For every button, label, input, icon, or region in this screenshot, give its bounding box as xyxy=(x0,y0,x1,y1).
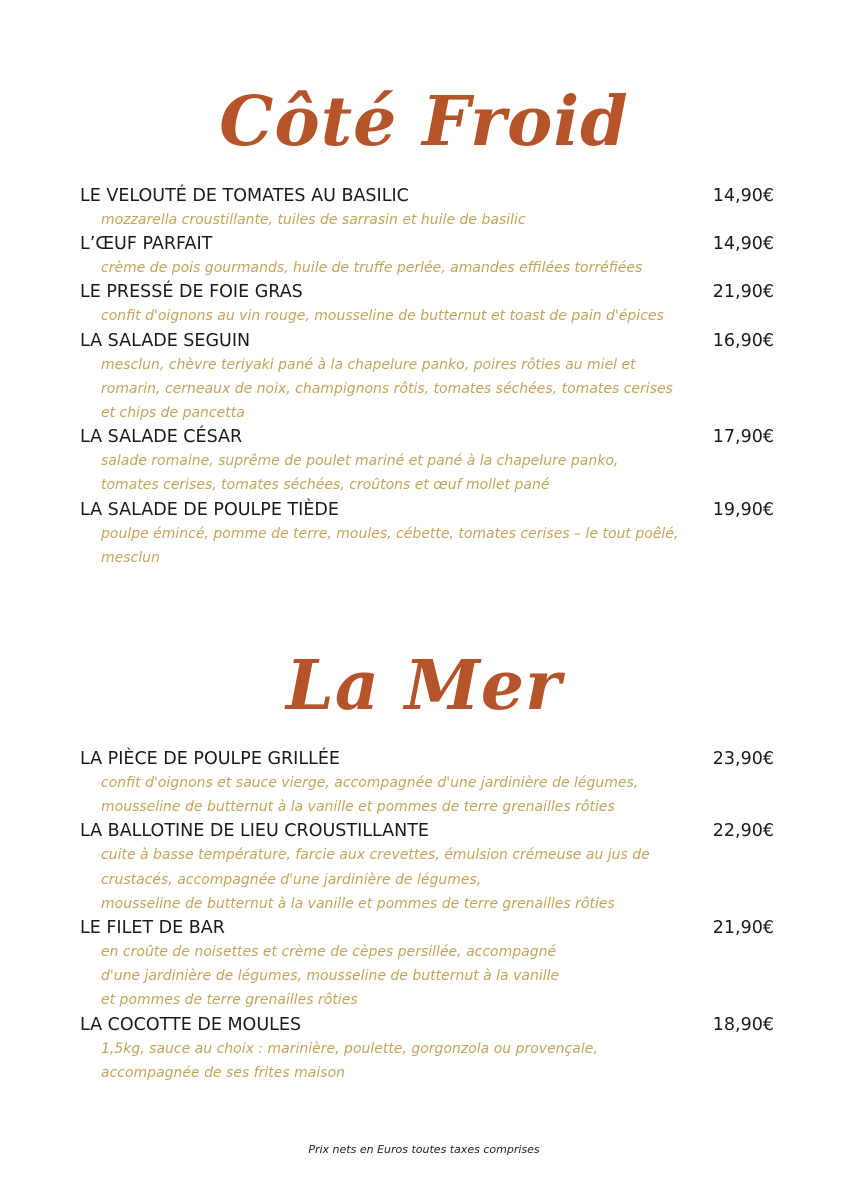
menu-item-description: confit d'oignons et sauce vierge, accompagnée d'une jardinière de légumes, xyxy=(101,775,639,791)
menu-item-price: 19,90€ xyxy=(712,499,774,520)
menu-item-name: LA COCOTTE DE MOULES xyxy=(80,1014,302,1035)
menu-item-description: mozzarella croustillante, tuiles de sarrasin et huile de basilic xyxy=(101,212,526,228)
menu-item-description: salade romaine, suprême de poulet mariné et pané à la chapelure panko, xyxy=(101,453,619,470)
menu-item-name: LE VELOUTÉ DE TOMATES AU BASILIC xyxy=(80,186,409,206)
menu-item-description: romarin, cerneaux de noix, champignons rôtis, tomates séchées, tomates cerises xyxy=(101,380,673,397)
menu-item xyxy=(80,184,774,232)
menu-item-name: LA SALADE DE POULPE TIÈDE xyxy=(80,499,339,520)
menu-item-name: LE PRESSÉ DE FOIE GRAS xyxy=(80,282,303,303)
menu-item xyxy=(80,819,774,916)
menu-item xyxy=(80,498,774,570)
menu-item-price: 14,90€ xyxy=(712,234,774,255)
menu-item-price: 22,90€ xyxy=(712,821,774,842)
menu-item-description: mousseline de butternut à la vanille et pommes de terre grenailles rôties xyxy=(101,799,615,816)
menu-item-name: LE FILET DE BAR xyxy=(80,918,225,939)
menu-item-description: accompagnée de ses frites maison xyxy=(101,1064,345,1081)
menu-list-la-mer xyxy=(80,747,774,1085)
menu-item-price: 21,90€ xyxy=(712,918,774,939)
price-footnote: Prix nets en Euros toutes taxes comprises xyxy=(308,1143,540,1156)
menu-item-name: L’ŒUF PARFAIT xyxy=(80,234,213,255)
menu-item-description: crème de pois gourmands, huile de truffe perlée, amandes effilées torréfiées xyxy=(101,260,643,277)
menu-item-price: 17,90€ xyxy=(712,427,774,448)
menu-item-description: d'une jardinière de légumes, mousseline de butternut à la vanille xyxy=(101,968,560,985)
menu-item xyxy=(80,232,774,280)
menu-item-description: et chips de pancetta xyxy=(101,405,245,422)
menu-item-description: cuite à basse température, farcie aux crevettes, émulsion crémeuse au jus de xyxy=(101,847,650,864)
menu-item-description: mesclun, chèvre teriyaki pané à la chapelure panko, poires rôties au miel et xyxy=(101,356,636,373)
menu-item-description: en croûte de noisettes et crème de cèpes persillée, accompagné xyxy=(101,944,557,961)
menu-item-price: 18,90€ xyxy=(712,1014,774,1035)
menu-item-price: 14,90€ xyxy=(712,186,774,206)
menu-item xyxy=(80,280,774,328)
menu-item xyxy=(80,1013,774,1085)
menu-item-name: LA PIÈCE DE POULPE GRILLÉE xyxy=(80,749,340,769)
menu-item-price: 23,90€ xyxy=(712,749,774,769)
menu-item xyxy=(80,747,774,819)
menu-item-price: 16,90€ xyxy=(712,330,774,351)
section-title-la-mer: La Mer xyxy=(286,646,562,726)
menu-item xyxy=(80,425,774,497)
menu-item-description: mousseline de butternut à la vanille et pommes de terre grenailles rôties xyxy=(101,895,615,912)
menu-item xyxy=(80,916,774,1013)
menu-item-name: LA BALLOTINE DE LIEU CROUSTILLANTE xyxy=(80,821,429,842)
menu-item-description: mesclun xyxy=(101,549,160,566)
menu-item-price: 21,90€ xyxy=(712,282,774,303)
menu-item-name: LA SALADE CÉSAR xyxy=(80,427,243,448)
menu-item-description: poulpe émincé, pomme de terre, moules, cébette, tomates cerises – le tout poêlé, xyxy=(101,525,679,542)
menu-item-name: LA SALADE SEGUIN xyxy=(80,330,251,351)
menu-item-description: 1,5kg, sauce au choix : marinière, poulette, gorgonzola ou provençale, xyxy=(101,1040,598,1057)
section-title-cote-froid: Côté Froid xyxy=(219,82,629,162)
menu-item-description: confit d'oignons au vin rouge, mousseline de butternut et toast de pain d'épices xyxy=(101,308,664,325)
menu-item-description: crustacés, accompagnée d'une jardinière de légumes, xyxy=(101,871,482,888)
menu-item-description: et pommes de terre grenailles rôties xyxy=(101,992,358,1009)
menu-item xyxy=(80,329,774,426)
menu-list-cote-froid xyxy=(80,184,774,570)
menu-item-description: tomates cerises, tomates séchées, croûtons et œuf mollet pané xyxy=(101,477,550,494)
